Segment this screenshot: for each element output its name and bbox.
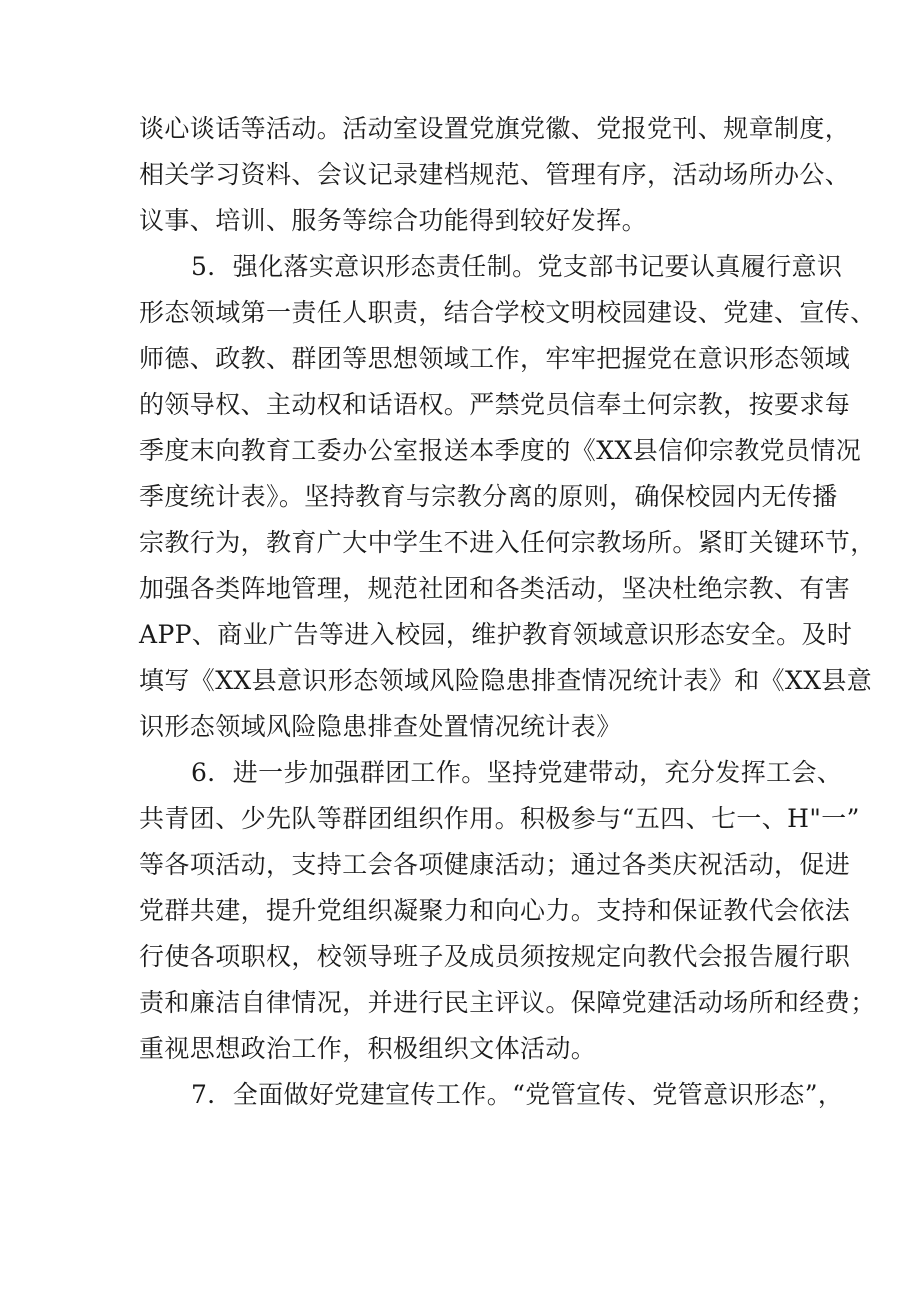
body-text-line: 重视思想政治工作，积极组织文体活动。 — [139, 1034, 597, 1063]
section-5-heading-line: 5．强化落实意识形态责任制。党支部书记要认真履行意识 — [191, 252, 843, 281]
body-text-line: 形态领域第一责任人职责，结合学校文明校园建设、党建、宣传、 — [139, 298, 876, 327]
body-text-line: 行使各项职权，校领导班子及成员须按规定向教代会报告履行职 — [139, 942, 851, 971]
body-text-line: 填写《XX县意识形态领域风险隐患排查情况统计表》和《XX县意 — [139, 666, 873, 695]
body-text-line: 季度统计表》。坚持教育与宗教分离的原则，确保校园内无传播 — [139, 482, 838, 511]
body-text-line: 的领导权、主动权和话语权。严禁党员信奉土何宗教，按要求每 — [139, 390, 851, 419]
section-7-heading-line: 7．全面做好党建宣传工作。“党管宣传、党管意识形态”， — [191, 1080, 844, 1109]
body-text-line: 加强各类阵地管理，规范社团和各类活动，坚决杜绝宗教、有害 — [139, 574, 851, 603]
body-text-line: APP、商业广告等进入校园，维护教育领域意识形态安全。及时 — [139, 620, 853, 649]
body-text-line: 党群共建，提升党组织凝聚力和向心力。支持和保证教代会依法 — [139, 896, 851, 925]
body-text-line: 共青团、少先队等群团组织作用。积极参与“五四、七一、H"一” — [139, 804, 860, 833]
body-text-line: 谈心谈话等活动。活动室设置党旗党徽、党报党刊、规章制度， — [139, 114, 851, 143]
body-text-line: 等各项活动，支持工会各项健康活动；通过各类庆祝活动，促进 — [139, 850, 851, 879]
body-text-line: 相关学习资料、会议记录建档规范、管理有序，活动场所办公、 — [139, 160, 851, 189]
body-text-line: 议事、培训、服务等综合功能得到较好发挥。 — [139, 206, 648, 235]
section-6-heading-line: 6．进一步加强群团工作。坚持党建带动，充分发挥工会、 — [191, 758, 843, 787]
document-body — [139, 106, 876, 1118]
body-text-line: 识形态领域风险隐患排查处置情况统计表》 — [139, 712, 622, 741]
body-text-line: 责和廉洁自律情况，并进行民主评议。保障党建活动场所和经费； — [139, 988, 876, 1017]
body-text-line: 师德、政教、群团等思想领域工作，牢牢把握党在意识形态领域 — [139, 344, 851, 373]
body-text-line: 季度末向教育工委办公室报送本季度的《XX县信仰宗教党员情况 — [139, 436, 862, 465]
body-text-line: 宗教行为，教育广大中学生不进入任何宗教场所。紧盯关键环节， — [139, 528, 876, 557]
